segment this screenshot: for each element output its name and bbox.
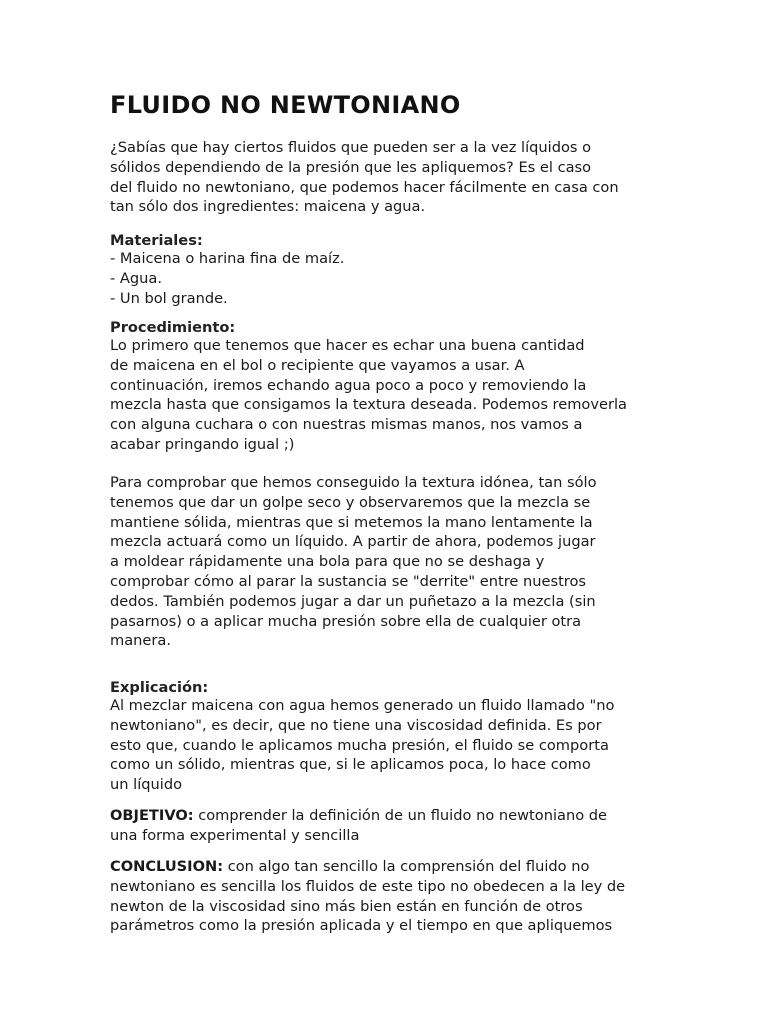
intro-line: tan sólo dos ingredientes: maicena y agua. [110,198,426,216]
procedimiento-line: comprobar cómo al parar la sustancia se "derrite" entre nuestros [110,572,586,590]
procedimiento-line: con alguna cuchara o con nuestras mismas manos, nos vamos a [110,416,583,434]
procedimiento-line: tenemos que dar un golpe seco y observaremos que la mezcla se [110,493,591,511]
procedimiento-line: Lo primero que tenemos que hacer es echar una buena cantidad [110,337,585,354]
explicacion-section [110,679,614,795]
objetivo-text: comprender la definición de un fluido no newtoniano de [193,807,608,824]
materiales-item: - Agua. [110,269,162,287]
explicacion-line: esto que, cuando le aplicamos mucha presión, el fluido se comporta [110,736,609,754]
procedimiento-line: manera. [110,632,171,650]
objetivo-label: OBJETIVO: [110,807,194,824]
conclusion-line: newton de la viscosidad sino más bien están en función de otros [110,897,583,915]
procedimiento-line: mezcla actuará como un líquido. A partir de ahora, podemos jugar [110,533,596,551]
explicacion-line: un líquido [110,776,183,794]
intro-paragraph [110,138,619,217]
materiales-item: - Un bol grande. [110,289,228,307]
page-title: FLUIDO NO NEWTONIANO [110,91,461,119]
procedimiento-heading: Procedimiento: [110,319,236,336]
conclusion-text: con algo tan sencillo la comprensión del fluido no [223,858,590,875]
intro-line: del fluido no newtoniano, que podemos hacer fácilmente en casa con [110,178,619,196]
procedimiento-line: mantiene sólida, mientras que si metemos la mano lentamente la [110,513,593,531]
explicacion-line: Al mezclar maicena con agua hemos generado un fluido llamado "no [110,697,615,714]
procedimiento-line: de maicena en el bol o recipiente que vayamos a usar. A [110,356,525,374]
procedimiento-line: Para comprobar que hemos conseguido la textura idónea, tan sólo [110,474,597,491]
objetivo-section [110,806,607,846]
objetivo-first-line [110,806,607,826]
conclusion-first-line [110,857,625,877]
explicacion-heading: Explicación: [110,679,209,696]
procedimiento-line: a moldear rápidamente una bola para que no se deshaga y [110,553,545,571]
materiales-section [110,232,344,308]
procedimiento-paragraph-2 [110,473,597,651]
conclusion-label: CONCLUSION: [110,858,224,875]
explicacion-line: newtoniano", es decir, que no tiene una viscosidad definida. Es por [110,716,602,734]
conclusion-line: newtoniano es sencilla los fluidos de este tipo no obedecen a la ley de [110,877,626,895]
procedimiento-section [110,319,627,455]
materiales-item: - Maicena o harina fina de maíz. [110,250,345,267]
materiales-heading: Materiales: [110,232,203,249]
procedimiento-line: pasarnos) o a aplicar mucha presión sobre ella de cualquier otra [110,612,582,630]
explicacion-line: como un sólido, mientras que, si le aplicamos poca, lo hace como [110,756,591,774]
procedimiento-line: acabar pringando igual ;) [110,435,295,453]
procedimiento-line: continuación, iremos echando agua poco a poco y removiendo la [110,376,587,394]
conclusion-section [110,857,625,936]
procedimiento-line: mezcla hasta que consigamos la textura deseada. Podemos removerla [110,396,627,414]
intro-line: sólidos dependiendo de la presión que les apliquemos? Es el caso [110,158,592,176]
procedimiento-line: dedos. También podemos jugar a dar un puñetazo a la mezcla (sin [110,592,596,610]
intro-line: ¿Sabías que hay ciertos fluidos que pueden ser a la vez líquidos o [110,139,592,156]
conclusion-line: parámetros como la presión aplicada y el tiempo en que apliquemos [110,917,613,935]
objetivo-line: una forma experimental y sencilla [110,826,360,844]
